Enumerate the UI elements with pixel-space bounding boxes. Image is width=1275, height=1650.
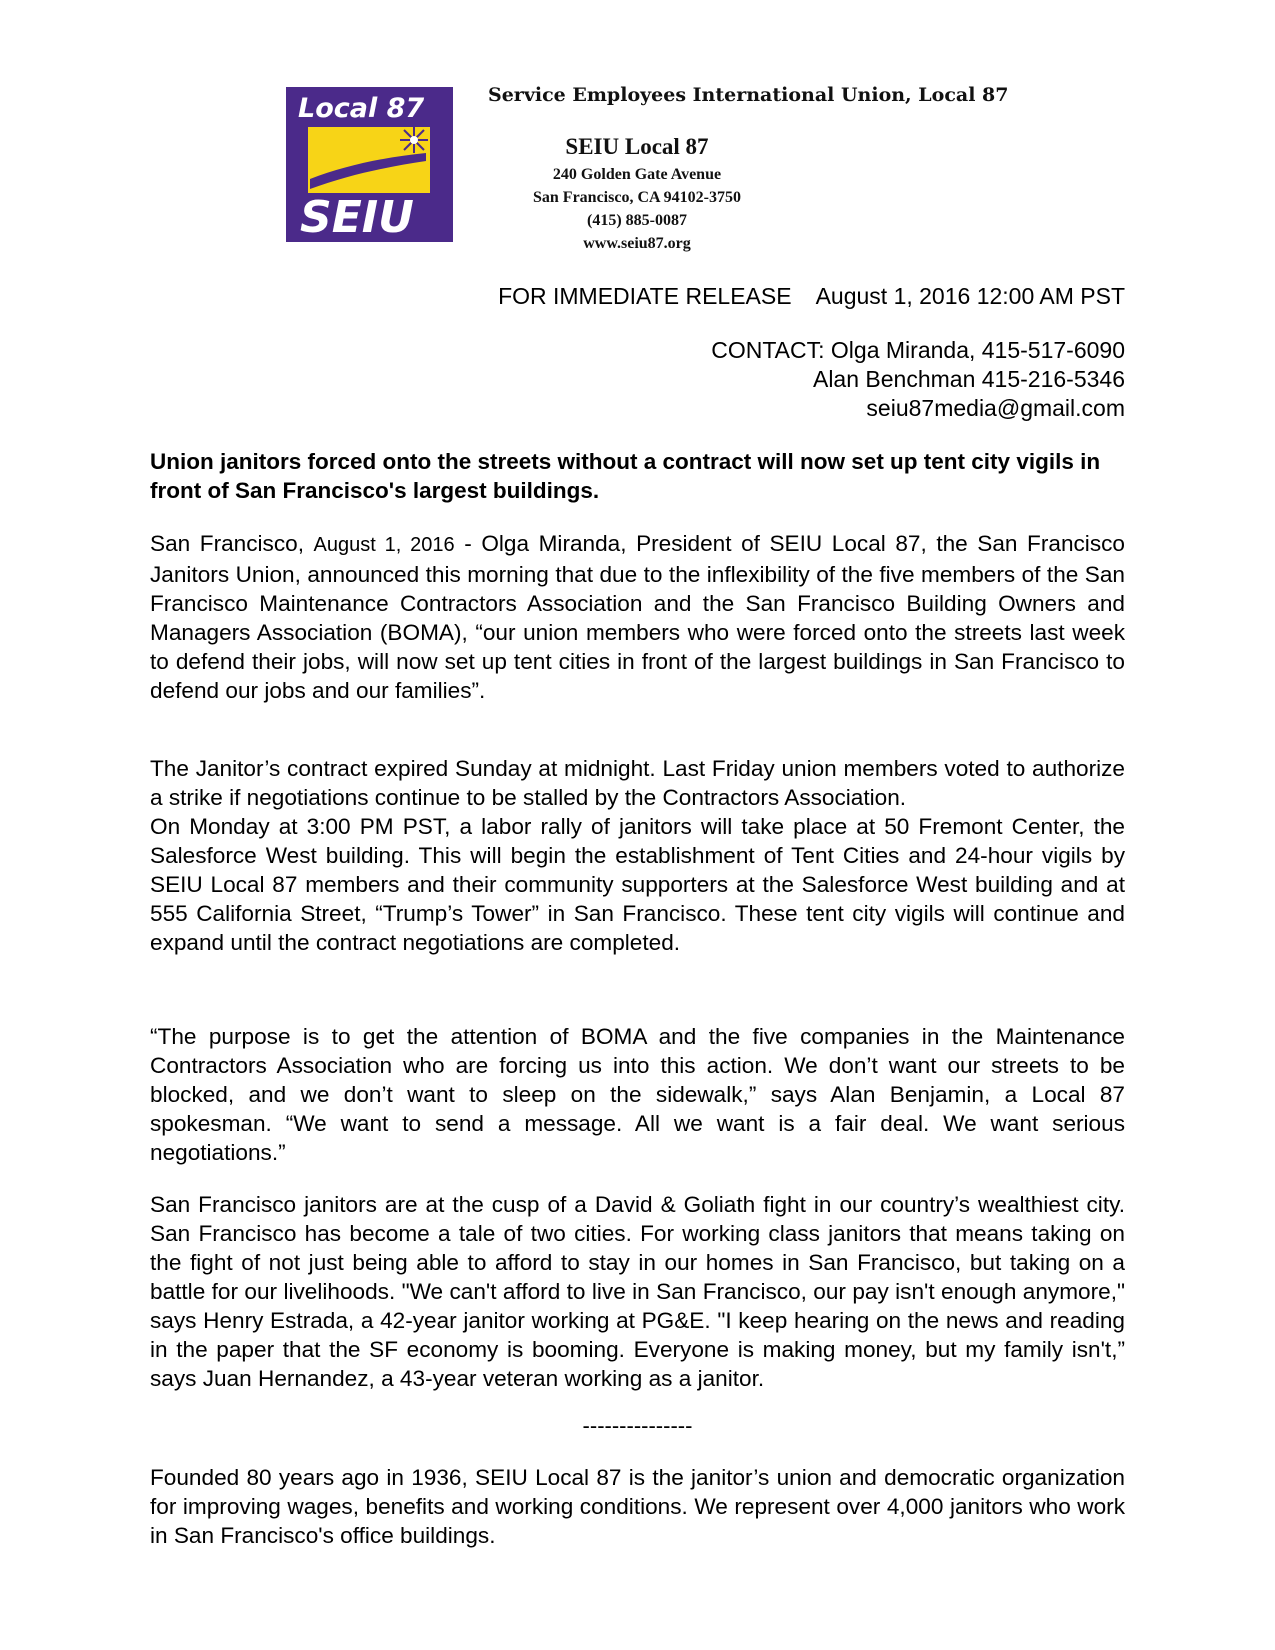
contact-secondary: Alan Benchman 415-216-5346 (812, 366, 1125, 392)
address-street: 240 Golden Gate Avenue (552, 166, 722, 183)
paragraph-intro-text: - Olga Miranda, President of SEIU Local 87, the San Francisco Janitors Union, announced this morning that due to the inflexibility of the five members of the San Francisco Maintenance Contractors Association and the San Francisco Building Owners and Managers Association (BOMA), “our union members who were forced onto the streets last week to defend their jobs, will now set up tent cities in front of the largest buildings in San Francisco to defend our jobs and our families”. (150, 531, 1125, 703)
paragraph-quote-text: “The purpose is to get the attention of BOMA and the five companies in the Maintenance Contractors Association who are forcing us into this action. We don’t want our streets to be blocked, and we don’t want to sleep on the sidewalk,” says Alan Benjamin, a Local 87 spokesman. “We want to send a message. All we want is a fair deal. We want serious negotiations.” (150, 1024, 1125, 1165)
paragraph-rally: On Monday at 3:00 PM PST, a labor rally of janitors will take place at 50 Fremont Center, the Salesforce West building. This will begin the establishment of Tent Cities and 24-hour vigils by SEIU Local 87 members and their community supporters at the Salesforce West building and at 555 California Street, “Trump’s Tower” in San Francisco. These tent city vigils will continue and expand until the contract negotiations are completed. (150, 814, 1125, 955)
dateline-date: August 1, 2016 (313, 534, 455, 556)
paragraph-context (150, 1190, 1125, 1393)
paragraph-intro (150, 529, 1125, 705)
address-city: San Francisco, CA 94102-3750 (533, 189, 741, 206)
paragraph-quote (150, 1022, 1125, 1167)
dateline-place: San Francisco, (150, 531, 304, 556)
paragraph-about (150, 1463, 1125, 1550)
logo-graphic (286, 87, 453, 242)
logo-top-text: Local 87 (298, 93, 425, 124)
headline: Union janitors forced onto the streets without a contract will now set up tent city vigils in front of San Francisco's largest buildings. (150, 449, 1101, 503)
website: www.seiu87.org (583, 235, 691, 252)
phone-number: (415) 885-0087 (587, 212, 687, 229)
logo-star-center (410, 136, 418, 144)
letterhead-title: SEIU Local 87 (565, 134, 709, 159)
contact-primary: CONTACT: Olga Miranda, 415-517-6090 (711, 337, 1125, 363)
section-separator: --------------- (582, 1413, 693, 1438)
paragraph-context-text: San Francisco janitors are at the cusp of a David & Goliath fight in our country’s wealthiest city. San Francisco has become a tale of two cities. For working class janitors that means taking on the fight of not just being able to afford to stay in our homes in San Francisco, but taking on a battle for our livelihoods. "We can't afford to live in San Francisco, our pay isn't enough anymore," says Henry Estrada, a 42-year janitor working at PG&E. "I keep hearing on the news and reading in the paper that the SF economy is booming. Everyone is making money, but my family isn't,” says Juan Hernandez, a 43-year veteran working as a janitor. (150, 1192, 1125, 1391)
release-datetime: August 1, 2016 12:00 AM PST (815, 283, 1125, 309)
paragraph-about-text: Founded 80 years ago in 1936, SEIU Local 87 is the janitor’s union and democratic organization for improving wages, benefits and working conditions. We represent over 4,000 janitors who work in San Francisco's office buildings. (150, 1465, 1125, 1548)
contact-block (711, 336, 1125, 423)
union-full-name: Service Employees International Union, Local 87 (488, 84, 1009, 106)
paragraph-contract-expiry: The Janitor’s contract expired Sunday at midnight. Last Friday union members voted to authorize a strike if negotiations continue to be stalled by the Contractors Association. (150, 756, 1125, 810)
release-label: FOR IMMEDIATE RELEASE (498, 283, 792, 309)
release-line (498, 283, 1125, 310)
contact-email: seiu87media@gmail.com (866, 395, 1125, 421)
paragraph-contract (150, 754, 1125, 957)
seiu-local-87-logo (286, 87, 453, 242)
logo-bottom-text: SEIU (300, 192, 414, 242)
